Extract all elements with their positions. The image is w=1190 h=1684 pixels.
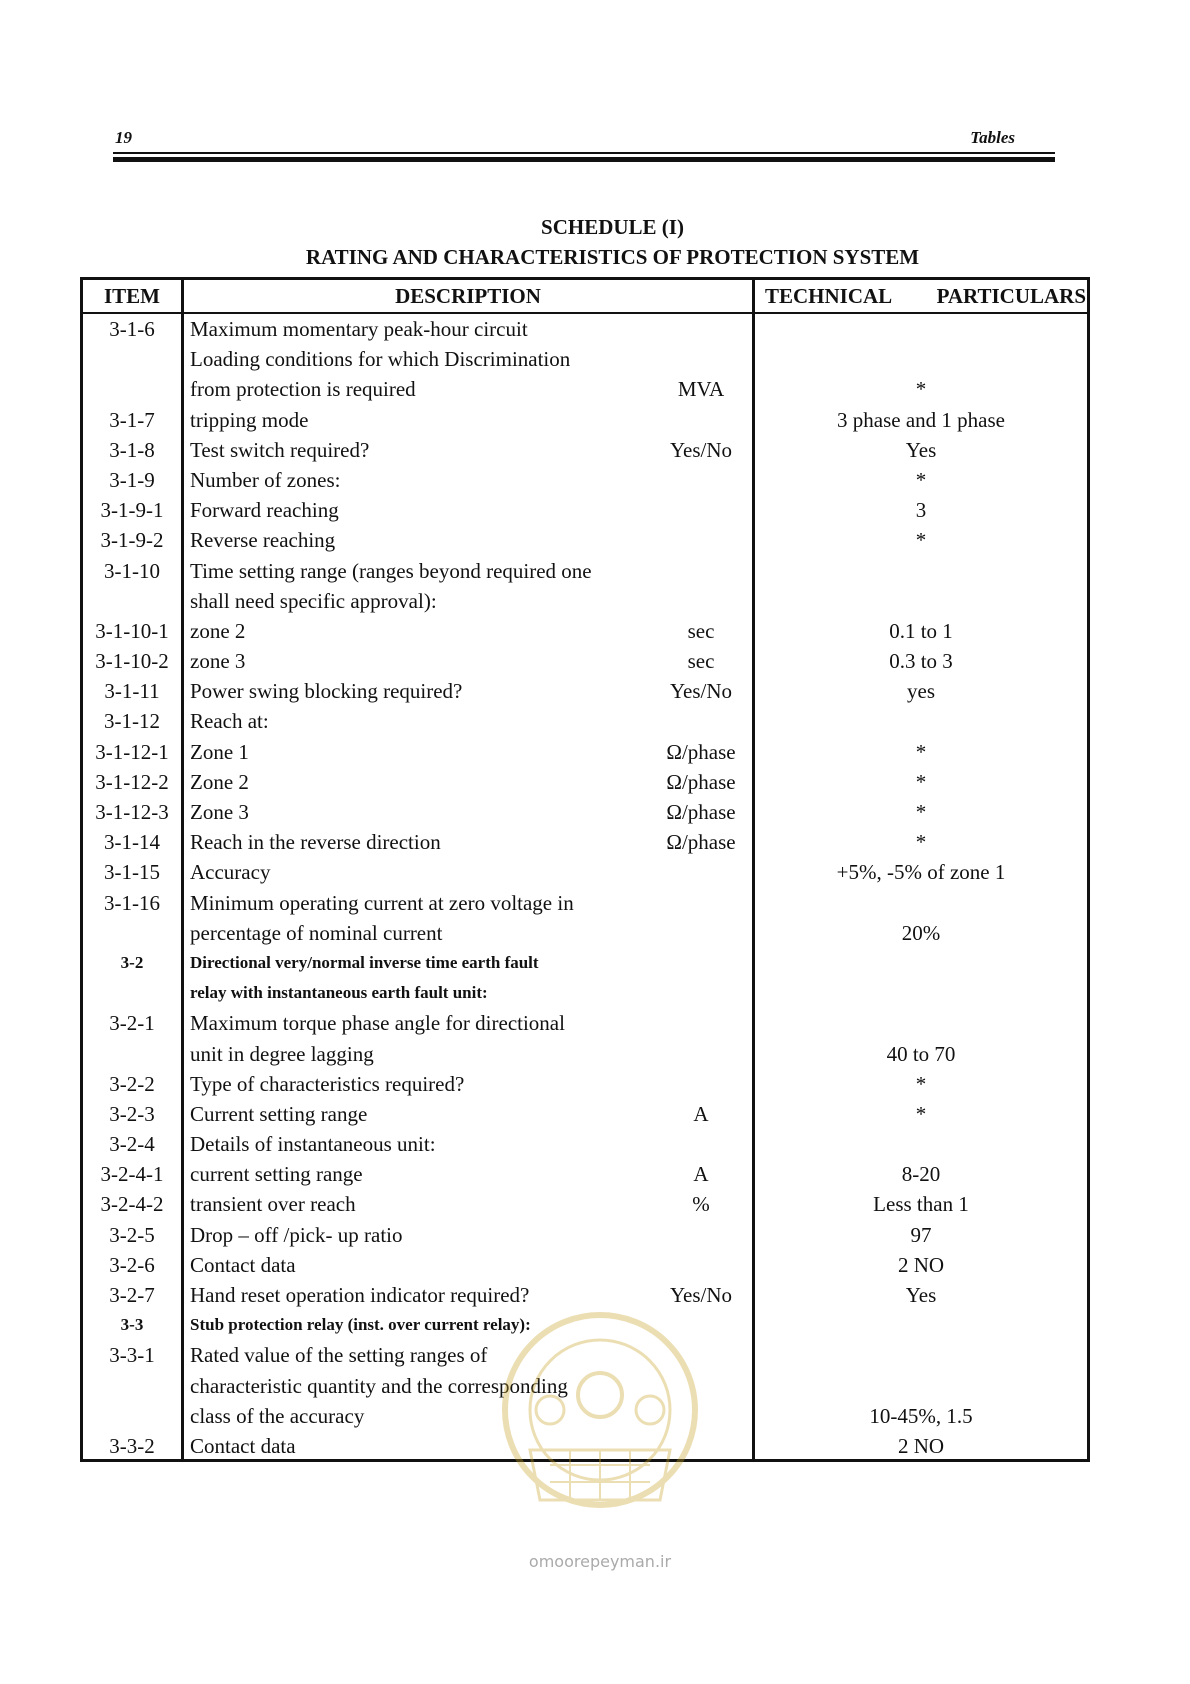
row-value: * — [915, 1071, 927, 1096]
row-description: Minimum operating current at zero voltage in — [190, 890, 574, 915]
row-item: 3-2-1 — [109, 1011, 155, 1036]
row-description: Number of zones: — [190, 467, 341, 492]
watermark-text: omoorepeyman.ir — [528, 1552, 672, 1571]
row-item: 3-1-12-1 — [95, 739, 169, 764]
table-row — [83, 1250, 1087, 1280]
row-unit: Yes/No — [669, 1283, 733, 1307]
row-item: 3-2-6 — [109, 1252, 155, 1277]
row-item: 3-3-1 — [109, 1343, 155, 1368]
row-value: * — [915, 830, 927, 855]
table-row — [83, 1099, 1087, 1129]
row-item: 3-1-7 — [109, 407, 155, 432]
row-value: yes — [907, 679, 935, 704]
row-item: 3-3 — [120, 1315, 144, 1335]
row-item: 3-2-4 — [109, 1132, 155, 1157]
row-description: Loading conditions for which Discrimination — [190, 347, 571, 372]
row-item: 3-2-5 — [109, 1222, 155, 1247]
row-description: tripping mode — [190, 407, 309, 432]
table-row — [83, 978, 1087, 1008]
row-description: Current setting range — [190, 1101, 368, 1126]
row-description: class of the accuracy — [190, 1403, 365, 1428]
table-row — [83, 435, 1087, 465]
row-description: Directional very/normal inverse time earth fault — [190, 952, 539, 972]
row-description: Drop – off /pick- up ratio — [190, 1222, 403, 1247]
schedule-subtitle: RATING AND CHARACTERISTICS OF PROTECTION SYSTEM — [305, 245, 920, 269]
row-value: * — [915, 1101, 927, 1126]
row-item: 3-1-14 — [104, 830, 160, 855]
row-description: Maximum torque phase angle for directional — [190, 1011, 565, 1036]
row-item: 3-2 — [120, 952, 144, 972]
row-value: 3 phase and 1 phase — [837, 407, 1005, 432]
column-header-technical-particulars — [755, 280, 1090, 312]
row-item: 3-2-4-1 — [100, 1162, 164, 1187]
row-unit: MVA — [677, 377, 725, 402]
row-value: 97 — [910, 1222, 932, 1247]
row-item: 3-2-7 — [109, 1283, 155, 1307]
row-description: unit in degree lagging — [190, 1041, 374, 1066]
row-value: 3 — [915, 498, 927, 523]
row-description: Type of characteristics required? — [190, 1071, 465, 1096]
column-header-item: ITEM — [103, 284, 160, 308]
row-value: Less than 1 — [873, 1192, 969, 1217]
row-value: +5%, -5% of zone 1 — [836, 860, 1006, 885]
row-value: 10-45%, 1.5 — [869, 1403, 973, 1428]
row-item: 3-1-12-3 — [95, 800, 169, 824]
table-row — [83, 737, 1087, 767]
row-description: Accuracy — [190, 860, 271, 885]
row-description: current setting range — [190, 1162, 363, 1187]
table-row — [83, 495, 1087, 525]
row-item: 3-1-10-1 — [95, 618, 169, 643]
row-description: Hand reset operation indicator required? — [190, 1283, 530, 1307]
row-item: 3-1-15 — [104, 860, 160, 885]
row-value: * — [915, 739, 927, 764]
row-description: percentage of nominal current — [190, 920, 443, 945]
header-rule-thick — [113, 157, 1055, 162]
row-value: * — [915, 528, 927, 553]
row-description: zone 2 — [190, 618, 246, 643]
row-description: relay with instantaneous earth fault unit: — [190, 983, 488, 1003]
row-unit: sec — [687, 618, 715, 643]
row-item: 3-1-16 — [104, 890, 160, 915]
row-description: zone 3 — [190, 649, 246, 674]
row-value: Yes — [905, 1283, 937, 1307]
row-item: 3-1-10-2 — [95, 649, 169, 674]
row-description: Contact data — [190, 1433, 296, 1458]
row-value: 0.3 to 3 — [889, 649, 953, 674]
table-row — [83, 857, 1087, 887]
table-row — [83, 646, 1087, 676]
row-description: Rated value of the setting ranges of — [190, 1343, 488, 1368]
table-row — [83, 1159, 1087, 1189]
protection-table — [80, 277, 1090, 1462]
table-row — [83, 465, 1087, 495]
row-value: * — [915, 800, 927, 824]
row-value: 2 NO — [897, 1433, 945, 1458]
table-row — [83, 586, 1087, 616]
row-value: 20% — [901, 920, 941, 945]
table-row — [83, 706, 1087, 736]
row-description: Maximum momentary peak-hour circuit — [190, 317, 528, 341]
row-item: 3-1-11 — [104, 679, 160, 704]
table-row — [83, 767, 1087, 797]
row-value: 40 to 70 — [886, 1041, 956, 1066]
watermark-logo — [490, 1300, 710, 1560]
table-row — [83, 405, 1087, 435]
row-description: Stub protection relay (inst. over current relay): — [190, 1315, 531, 1335]
row-description: shall need specific approval): — [190, 588, 437, 613]
row-unit: Ω/phase — [666, 769, 736, 794]
row-description: Forward reaching — [190, 498, 339, 523]
row-unit: Ω/phase — [666, 800, 736, 824]
row-description: Zone 2 — [190, 769, 249, 794]
schedule-title: SCHEDULE (I) — [541, 215, 684, 239]
row-description: Details of instantaneous unit: — [190, 1132, 436, 1157]
row-unit: Ω/phase — [666, 739, 736, 764]
section-title: Tables — [970, 128, 1015, 147]
row-item: 3-1-9 — [109, 467, 155, 492]
table-row — [83, 314, 1087, 344]
table-row — [83, 1069, 1087, 1099]
table-row — [83, 676, 1087, 706]
table-row — [83, 525, 1087, 555]
table-row — [83, 556, 1087, 586]
row-item: 3-1-12 — [104, 709, 160, 734]
row-description: characteristic quantity and the corresponding — [190, 1373, 568, 1398]
row-item: 3-2-3 — [109, 1101, 155, 1126]
table-row — [83, 1189, 1087, 1219]
row-item: 3-1-8 — [109, 437, 155, 462]
row-description: Reach at: — [190, 709, 269, 734]
row-description: Contact data — [190, 1252, 296, 1277]
row-item: 3-1-12-2 — [95, 769, 169, 794]
table-row — [83, 948, 1087, 978]
row-item: 3-1-6 — [109, 317, 155, 341]
page-number: 19 — [115, 128, 132, 147]
row-value: * — [915, 769, 927, 794]
row-unit: A — [693, 1101, 709, 1126]
row-description: Zone 3 — [190, 800, 249, 824]
table-row — [83, 797, 1087, 827]
row-value: 8-20 — [901, 1162, 941, 1187]
row-description: Time setting range (ranges beyond required one — [190, 558, 592, 583]
table-row — [83, 344, 1087, 374]
row-item: 3-1-9-2 — [100, 528, 164, 553]
row-value: 2 NO — [897, 1252, 945, 1277]
row-value: * — [915, 467, 927, 492]
row-unit: Yes/No — [669, 679, 733, 704]
row-item: 3-1-10 — [104, 558, 160, 583]
row-description: Reverse reaching — [190, 528, 336, 553]
row-value: 0.1 to 1 — [889, 618, 953, 643]
row-unit: sec — [687, 649, 715, 674]
table-row — [83, 918, 1087, 948]
row-unit: Ω/phase — [666, 830, 736, 855]
row-unit: Yes/No — [669, 437, 733, 462]
row-item: 3-1-9-1 — [100, 498, 164, 523]
column-header-description: DESCRIPTION — [395, 284, 541, 308]
row-description: Power swing blocking required? — [190, 679, 463, 704]
column-header-technical: TECHNICAL — [765, 284, 893, 308]
row-value: * — [915, 377, 927, 402]
table-row — [83, 616, 1087, 646]
row-item: 3-2-4-2 — [100, 1192, 164, 1217]
table-row — [83, 827, 1087, 857]
row-description: Zone 1 — [190, 739, 249, 764]
column-header-particulars: PARTICULARS — [936, 284, 1086, 308]
row-item: 3-3-2 — [109, 1433, 155, 1458]
row-unit: % — [692, 1192, 710, 1217]
row-value: Yes — [905, 437, 937, 462]
row-description: Test switch required? — [190, 437, 370, 462]
row-description: from protection is required — [190, 377, 416, 402]
table-row — [83, 1008, 1087, 1038]
table-row — [83, 374, 1087, 404]
table-row — [83, 888, 1087, 918]
table-row — [83, 1220, 1087, 1250]
row-description: Reach in the reverse direction — [190, 830, 441, 855]
table-row — [83, 1129, 1087, 1159]
row-item: 3-2-2 — [109, 1071, 155, 1096]
row-description: transient over reach — [190, 1192, 356, 1217]
table-row — [83, 1039, 1087, 1069]
header-rule-thin — [113, 152, 1055, 154]
running-head — [115, 128, 1055, 150]
row-unit: A — [693, 1162, 709, 1187]
table-body — [83, 314, 1087, 1461]
